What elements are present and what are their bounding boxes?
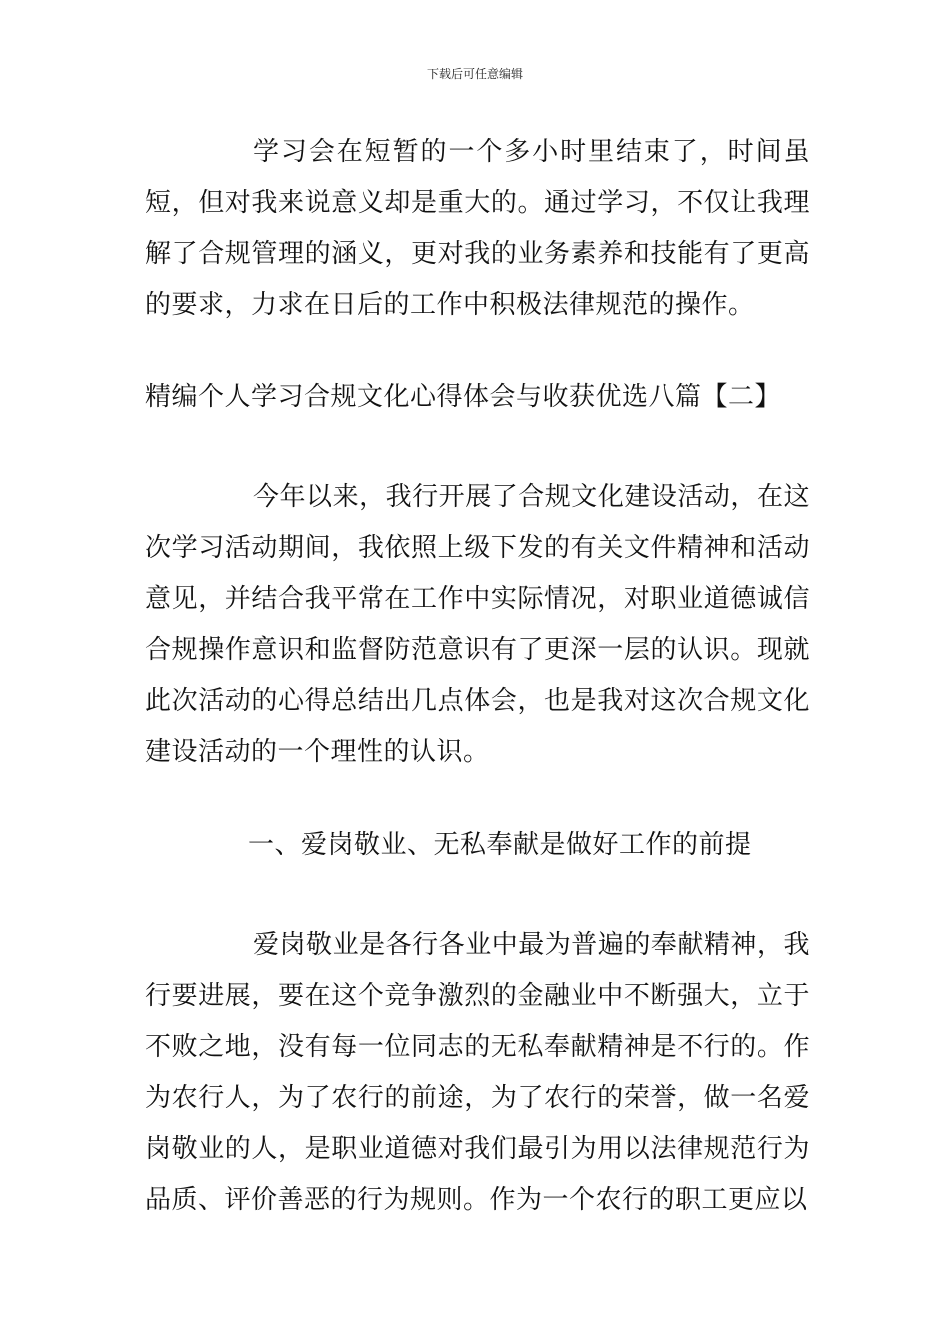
paragraph-2: 今年以来，我行开展了合规文化建设活动，在这次学习活动期间，我依照上级下发的有关文件精神和活动意见，并结合我平常在工作中实际情况，对职业道德诚信合规操作意识和监督防范意识有了更深一层的认识。现就此次活动的心得总结出几点体会，也是我对这次合规文化建设活动的一个理性的认识。	[145, 482, 810, 767]
page-header: 下载后可任意编辑	[426, 67, 523, 81]
paragraph-1: 学习会在短暂的一个多小时里结束了，时间虽短，但对我来说意义却是重大的。通过学习，不仅让我理解了合规管理的涵义，更对我的业务素养和技能有了更高的要求，力求在日后的工作中积极法律规范的操作。	[145, 137, 810, 320]
section-heading-1: 一、爱岗敬业、无私奉献是做好工作的前提	[248, 830, 752, 860]
article-title: 精编个人学习合规文化心得体会与收获优选八篇【二】	[145, 382, 782, 412]
paragraph-3: 爱岗敬业是各行各业中最为普遍的奉献精神，我行要进展，要在这个竞争激烈的金融业中不断强大，立于不败之地，没有每一位同志的无私奉献精神是不行的。作为农行人，为了农行的前途，为了农行的荣誉，做一名爱岗敬业的人，是职业道德对我们最引为用以法律规范行为品质、评价善恶的行为规则。作为一个农行的职工更应以	[145, 930, 810, 1215]
